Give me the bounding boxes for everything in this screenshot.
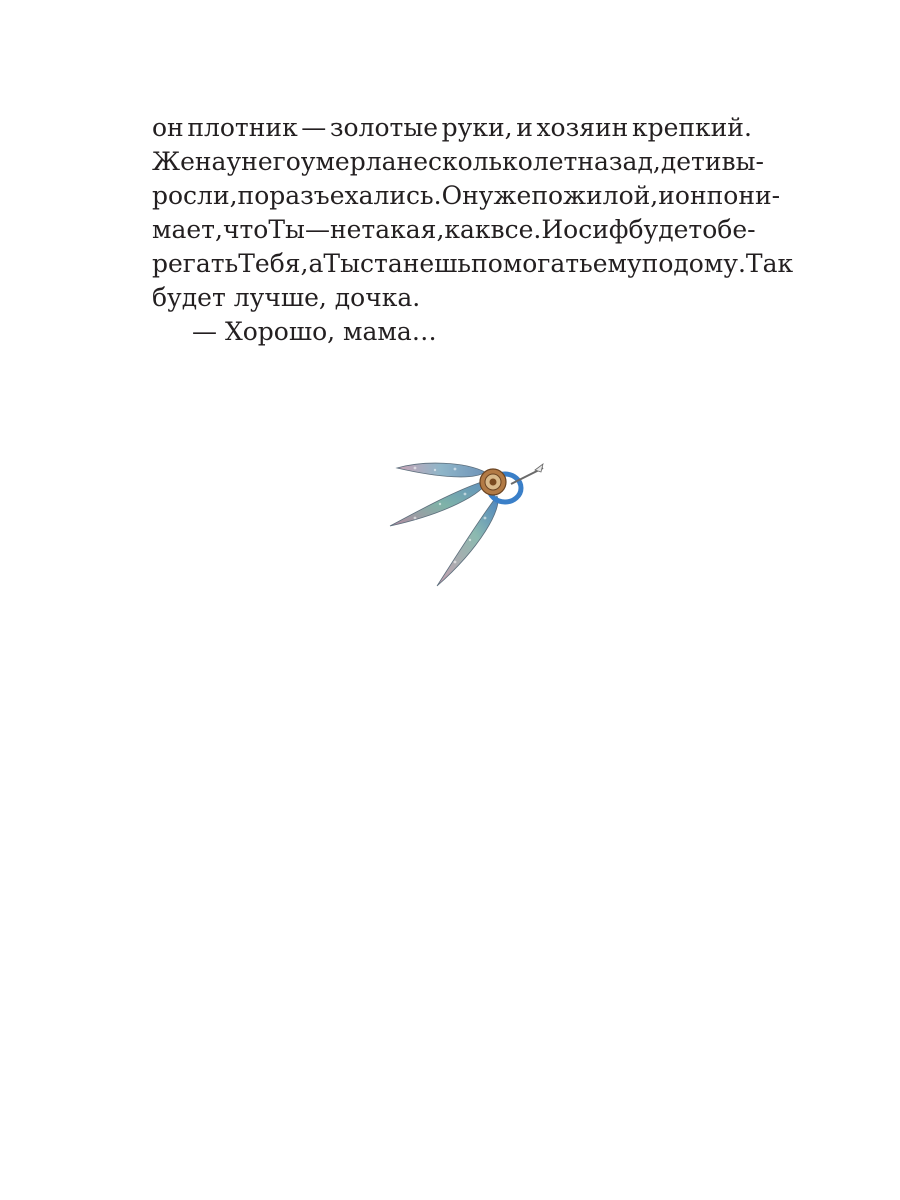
word: уже bbox=[478, 181, 532, 210]
word: по bbox=[641, 249, 674, 278]
text-line-3 bbox=[152, 179, 781, 213]
word: него bbox=[241, 147, 301, 176]
word: Он bbox=[441, 181, 479, 210]
word: станешь bbox=[359, 249, 472, 278]
word: а bbox=[308, 249, 324, 278]
word: пони- bbox=[706, 181, 781, 210]
middle-wing bbox=[390, 480, 488, 526]
word: и bbox=[516, 113, 533, 142]
word: — bbox=[301, 113, 327, 142]
word: мает, bbox=[152, 215, 223, 244]
word: крепкий. bbox=[631, 113, 752, 142]
upper-wing bbox=[397, 463, 485, 477]
text-line-2 bbox=[152, 145, 764, 179]
word: Иосиф bbox=[541, 215, 629, 244]
text-line-5 bbox=[152, 247, 794, 281]
word: все. bbox=[490, 215, 542, 244]
word: такая, bbox=[361, 215, 445, 244]
word: дому. bbox=[673, 249, 746, 278]
word: дети bbox=[660, 147, 722, 176]
word: пожилой, bbox=[531, 181, 659, 210]
word: Тебя, bbox=[238, 249, 309, 278]
word: регать bbox=[152, 249, 239, 278]
lower-wing bbox=[437, 496, 498, 586]
word: лет bbox=[532, 147, 578, 176]
word: руки, bbox=[441, 113, 513, 142]
swallow-bird-icon bbox=[385, 458, 550, 590]
word: Ты bbox=[268, 215, 305, 244]
word: золотые bbox=[329, 113, 439, 142]
word: плотник bbox=[187, 113, 298, 142]
word: несколько bbox=[396, 147, 533, 176]
word: как bbox=[444, 215, 491, 244]
word: Так bbox=[745, 249, 794, 278]
word: и bbox=[658, 181, 675, 210]
word: помогать bbox=[471, 249, 593, 278]
word: он bbox=[152, 113, 184, 142]
word: Ты bbox=[323, 249, 360, 278]
word: хозяин bbox=[536, 113, 629, 142]
word: росли, bbox=[152, 181, 238, 210]
word: вы- bbox=[721, 147, 764, 176]
word: ему bbox=[592, 249, 642, 278]
word: Жена bbox=[152, 147, 227, 176]
word: не bbox=[329, 215, 362, 244]
page-text bbox=[152, 111, 794, 349]
text-line-4 bbox=[152, 213, 756, 247]
word: умерла bbox=[300, 147, 397, 176]
word: у bbox=[226, 147, 242, 176]
dialogue-line: — Хорошо, мама… bbox=[192, 317, 437, 346]
word: назад, bbox=[577, 147, 661, 176]
word: он bbox=[674, 181, 707, 210]
word: будет bbox=[628, 215, 703, 244]
word: обе- bbox=[702, 215, 756, 244]
word: — bbox=[304, 215, 330, 244]
word: поразъехались. bbox=[237, 181, 442, 210]
text-line-1 bbox=[152, 111, 752, 145]
text-line-6: будет лучше, дочка. bbox=[152, 283, 421, 312]
word: что bbox=[222, 215, 269, 244]
